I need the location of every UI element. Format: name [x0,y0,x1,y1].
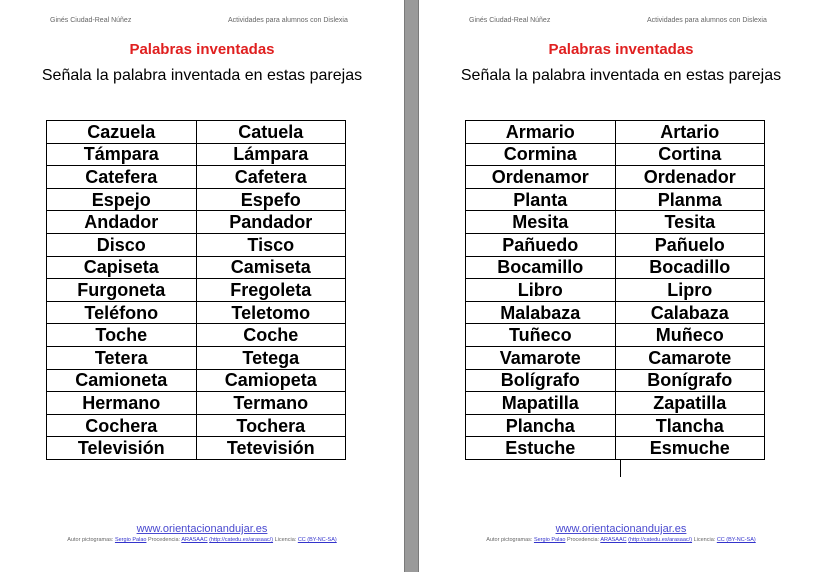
word-option-second[interactable]: Cortina [615,143,764,166]
word-option-first[interactable]: Espejo [47,188,197,211]
word-option-first[interactable]: Disco [47,233,197,256]
table-row [466,301,765,324]
word-option-second[interactable]: Ordenador [615,166,764,189]
word-pairs-table-left [46,120,346,460]
word-option-first[interactable]: Tuñeco [466,324,616,347]
word-option-second[interactable]: Cafetera [196,166,346,189]
word-option-first[interactable]: Toche [47,324,197,347]
word-option-first[interactable]: Cormina [466,143,616,166]
header-author: Ginés Ciudad-Real Núñez [50,17,132,24]
word-option-first[interactable]: Cazuela [47,121,197,144]
table-row [47,143,346,166]
table-row [466,414,765,437]
instruction-text: Señala la palabra inventada en estas parejas [41,67,363,84]
word-option-first[interactable]: Capiseta [47,256,197,279]
word-option-first[interactable]: Armario [466,121,616,144]
word-option-first[interactable]: Hermano [47,392,197,415]
left-page [0,0,404,572]
word-option-first[interactable]: Támpara [47,143,197,166]
table-row [466,188,765,211]
website-link[interactable]: www.orientacionandujar.es [136,523,268,535]
table-row [47,301,346,324]
word-option-first[interactable]: Furgoneta [47,279,197,302]
word-option-first[interactable]: Camioneta [47,369,197,392]
table-row [47,324,346,347]
word-option-second[interactable]: Tochera [196,414,346,437]
word-option-first[interactable]: Catefera [47,166,197,189]
word-option-first[interactable]: Televisión [47,437,197,460]
word-option-second[interactable]: Termano [196,392,346,415]
page-gutter [404,0,419,572]
credit-license-link[interactable]: CC (BY-NC-SA) [716,537,756,543]
table-row [47,414,346,437]
text-cursor [620,459,621,477]
word-option-second[interactable]: Pañuelo [615,233,764,256]
table-row [466,233,765,256]
word-option-first[interactable]: Planta [466,188,616,211]
word-option-second[interactable]: Coche [196,324,346,347]
word-option-second[interactable]: Muñeco [615,324,764,347]
credit-source-label: Procedencia: [565,537,601,543]
page-title: Palabras inventadas [129,41,275,58]
word-option-first[interactable]: Cochera [47,414,197,437]
table-row [47,233,346,256]
page-title: Palabras inventadas [548,41,694,58]
table-row [47,166,346,189]
credit-url-link[interactable]: (http://catedu.es/arasaac/) [628,537,693,543]
credit-author-link[interactable]: Sergio Palao [114,537,147,543]
word-option-second[interactable]: Lámpara [196,143,346,166]
table-row [466,121,765,144]
word-option-first[interactable]: Estuche [466,437,616,460]
word-option-second[interactable]: Planma [615,188,764,211]
table-row [47,346,346,369]
word-option-second[interactable]: Tlancha [615,414,764,437]
table-row [466,256,765,279]
credit-prefix: Autor pictogramas: [486,537,534,543]
word-option-first[interactable]: Teléfono [47,301,197,324]
table-row [47,211,346,234]
credit-source-link[interactable]: ARASAAC [181,537,208,543]
word-option-second[interactable]: Camiopeta [196,369,346,392]
table-row [466,369,765,392]
word-option-first[interactable]: Andador [47,211,197,234]
word-option-second[interactable]: Bocadillo [615,256,764,279]
table-row [466,324,765,347]
right-page [419,0,823,572]
table-row [466,346,765,369]
pictogram-credit [0,537,404,543]
word-option-second[interactable]: Bonígrafo [615,369,764,392]
credit-license-label: Licencia: [273,537,298,543]
table-row [466,392,765,415]
word-option-second[interactable]: Espefo [196,188,346,211]
table-row [47,392,346,415]
word-option-second[interactable]: Tesita [615,211,764,234]
table-row [47,121,346,144]
header-subtitle: Actividades para alumnos con Dislexia [647,17,767,24]
word-option-second[interactable]: Pandador [196,211,346,234]
credit-license-link[interactable]: CC (BY-NC-SA) [297,537,337,543]
pictogram-credit [419,537,823,543]
word-option-first[interactable]: Malabaza [466,301,616,324]
credit-prefix: Autor pictogramas: [67,537,115,543]
table-row [47,437,346,460]
word-option-first[interactable]: Tetera [47,346,197,369]
word-option-second[interactable]: Camarote [615,346,764,369]
word-option-first[interactable]: Mesita [466,211,616,234]
table-row [466,437,765,460]
word-pairs-table-right [465,120,765,460]
table-row [466,279,765,302]
word-option-second[interactable]: Tetega [196,346,346,369]
table-row [466,211,765,234]
word-option-second[interactable]: Camiseta [196,256,346,279]
word-option-second[interactable]: Catuela [196,121,346,144]
table-row [47,279,346,302]
word-option-second[interactable]: Fregoleta [196,279,346,302]
header-subtitle: Actividades para alumnos con Dislexia [228,17,348,24]
table-row [47,256,346,279]
word-option-second[interactable]: Esmuche [615,437,764,460]
credit-source-label: Procedencia: [146,537,182,543]
word-option-first[interactable]: Pañuedo [466,233,616,256]
table-row [466,143,765,166]
credit-license-label: Licencia: [692,537,717,543]
table-row [466,166,765,189]
word-option-first[interactable]: Mapatilla [466,392,616,415]
word-option-first[interactable]: Plancha [466,414,616,437]
word-option-second[interactable]: Calabaza [615,301,764,324]
word-option-first[interactable]: Bolígrafo [466,369,616,392]
credit-url-link[interactable]: (http://catedu.es/arasaac/) [209,537,274,543]
word-option-second[interactable]: Tisco [196,233,346,256]
word-option-second[interactable]: Tetevisión [196,437,346,460]
word-option-first[interactable]: Libro [466,279,616,302]
word-option-second[interactable]: Teletomo [196,301,346,324]
word-option-first[interactable]: Bocamillo [466,256,616,279]
header-author: Ginés Ciudad-Real Núñez [469,17,551,24]
word-option-second[interactable]: Zapatilla [615,392,764,415]
word-option-second[interactable]: Lipro [615,279,764,302]
word-option-second[interactable]: Artario [615,121,764,144]
credit-source-link[interactable]: ARASAAC [600,537,627,543]
website-link[interactable]: www.orientacionandujar.es [555,523,687,535]
word-option-first[interactable]: Ordenamor [466,166,616,189]
credit-author-link[interactable]: Sergio Palao [533,537,566,543]
instruction-text: Señala la palabra inventada en estas parejas [460,67,782,84]
table-row [47,369,346,392]
table-row [47,188,346,211]
word-option-first[interactable]: Vamarote [466,346,616,369]
